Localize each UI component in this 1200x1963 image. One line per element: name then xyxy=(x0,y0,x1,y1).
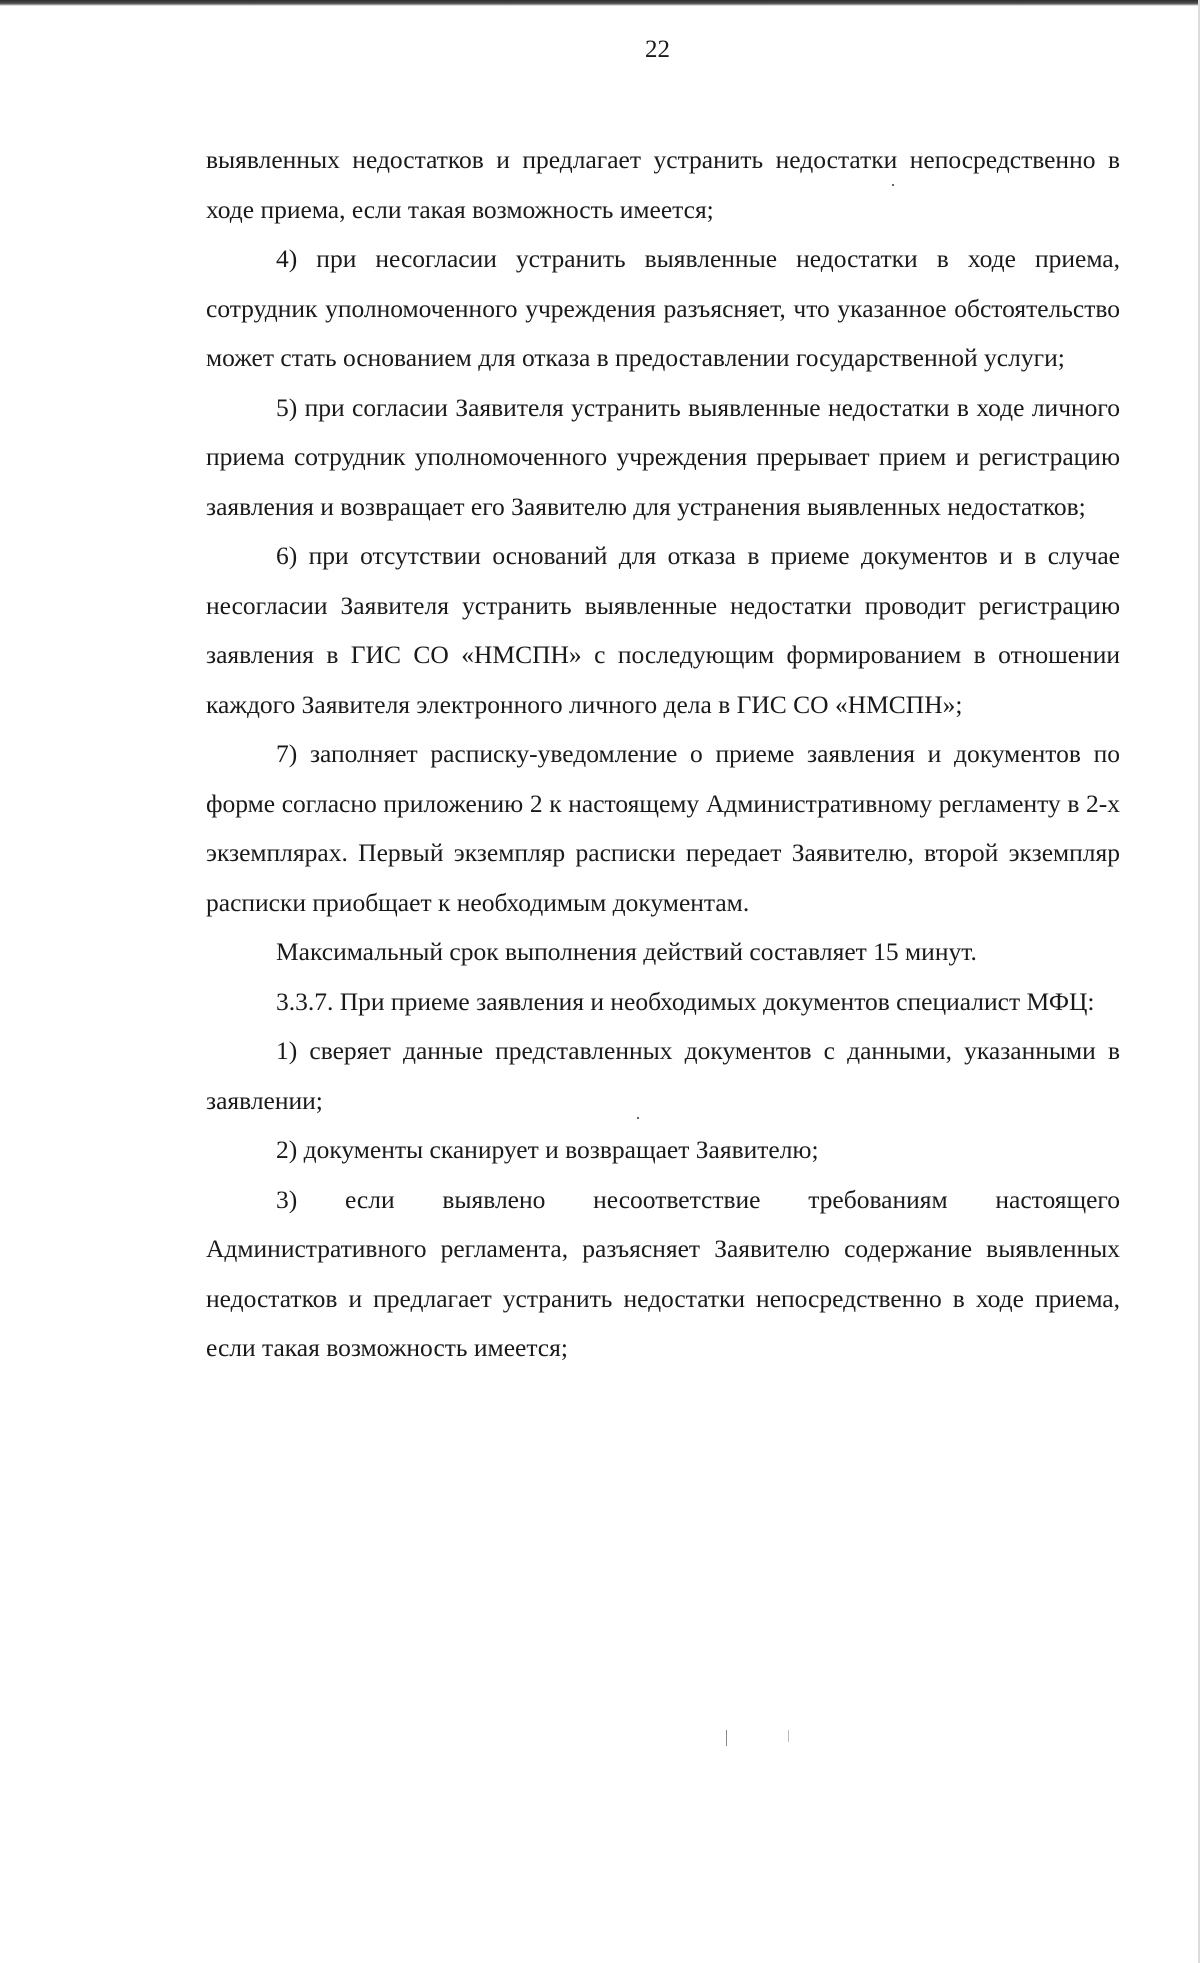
paragraph-section-3-3-7: 3.3.7. При приеме заявления и необходимых документов специалист МФЦ: xyxy=(276,986,1095,1016)
page-number: 22 xyxy=(645,36,670,63)
paragraph-max-time: Максимальный срок выполнения действий составляет 15 минут. xyxy=(276,937,977,966)
paragraph-item-5: 5) при согласии Заявителя устранить выявленные недостатки в ходе личного приема сотрудник уполномоченного учреждения прерывает прием и регистрацию заявления и возвращает его Заявителю для устранения выявленных недостатков; xyxy=(206,392,1120,521)
scan-artifact-mark xyxy=(788,1730,789,1742)
paragraph-mfc-item-2: 2) документы сканирует и возвращает Заявителю; xyxy=(276,1135,819,1164)
scan-speck xyxy=(637,1117,639,1119)
paragraph-item-4: 4) при несогласии устранить выявленные недостатки в ходе приема, сотрудник уполномоченного учреждения разъясняет, что указанное обстоятельство может стать основанием для отказа в предоставлении государственной услуги; xyxy=(206,244,1120,372)
paragraph-item-7: 7) заполняет расписку-уведомление о приеме заявления и документов по форме согласно приложению 2 к настоящему Административному регламенту в 2-х экземплярах. Первый экземпляр расписки передает Заявителю, второй экземпляр расписки приобщает к необходимым документам. xyxy=(206,739,1120,917)
scan-artifact-mark xyxy=(726,1730,727,1746)
paragraph-mfc-item-1: 1) сверяет данные представленных документов с данными, указанными в заявлении; xyxy=(206,1036,1120,1115)
paragraph-continuation: выявленных недостатков и предлагает устранить недостатки непосредственно в ходе приема, если такая возможность имеется; xyxy=(206,145,1120,224)
paragraph-item-6: 6) при отсутствии оснований для отказа в приеме документов и в случае несогласии Заявителя устранить выявленные недостатки проводит регистрацию заявления в ГИС СО «НМСПН» с последующим формированием в отношении каждого Заявителя электронного личного дела в ГИС СО «НМСПН»; xyxy=(206,541,1120,719)
scan-top-edge xyxy=(0,0,1200,6)
document-body xyxy=(206,135,1120,1373)
paragraph-mfc-item-3: 3) если выявлено несоответствие требованиям настоящего Административного регламента, разъясняет Заявителю содержание выявленных недостатков и предлагает устранить недостатки непосредственно в ходе приема, если такая возможность имеется; xyxy=(206,1184,1120,1362)
scan-speck xyxy=(892,184,894,186)
